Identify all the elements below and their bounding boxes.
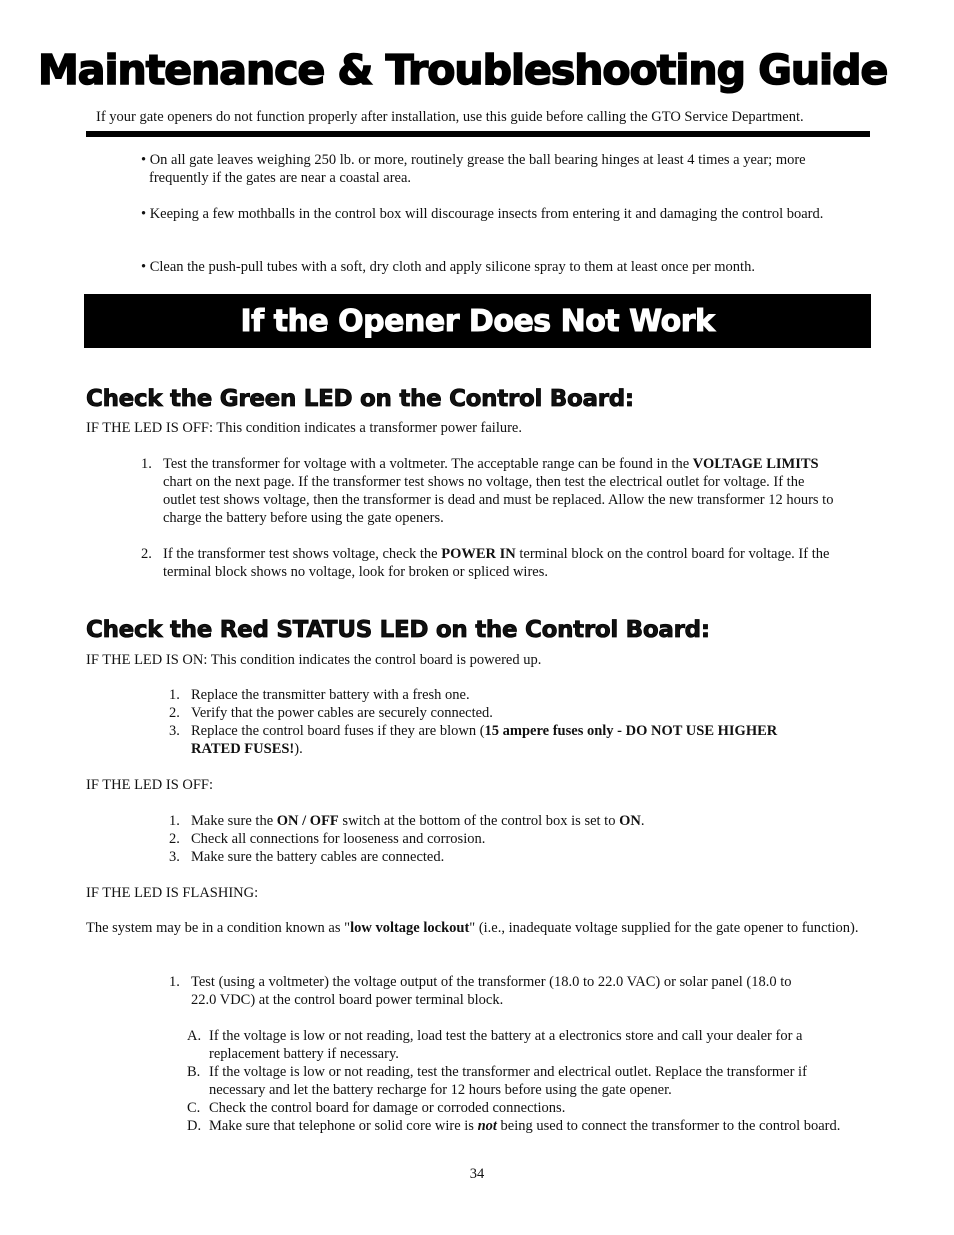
list-item: 3. Make sure the battery cables are connected. <box>169 849 445 865</box>
maintenance-tip: • On all gate leaves weighing 250 lb. or more, routinely grease the ball bearing hinges at least 4 times a year; more frequently if the gates are near a coastal area. <box>141 152 806 186</box>
page-number: 34 <box>469 1166 485 1182</box>
red-led-on-steps <box>169 686 779 758</box>
list-item: 1. Make sure the ON / OFF switch at the bottom of the control box is set to ON. <box>169 813 645 829</box>
maintenance-tip: • Clean the push-pull tubes with a soft, dry cloth and apply silicone spray to them at least once per month. <box>141 259 755 275</box>
list-item: B. If the voltage is low or not reading, test the transformer and electrical outlet. Replace the transformer if necessary and let the battery recharge for 12 hours before using the gate opener. <box>187 1064 807 1098</box>
red-led-flash-condition: IF THE LED IS FLASHING: <box>86 885 259 901</box>
green-led-heading: Check the Green LED on the Control Board: <box>86 386 634 412</box>
list-item: 1. Replace the transmitter battery with a fresh one. <box>169 687 470 703</box>
list-item: 2. If the transformer test shows voltage, check the POWER IN terminal block on the control board for voltage. If the terminal block shows no voltage, look for broken or spliced wires. <box>141 546 830 580</box>
list-item: 2. Verify that the power cables are securely connected. <box>169 705 493 721</box>
list-item: D. Make sure that telephone or solid core wire is not being used to connect the transformer to the control board. <box>187 1118 841 1134</box>
flash-intro: The system may be in a condition known as "low voltage lockout" (i.e., inadequate voltage supplied for the gate opener to function). <box>86 920 859 936</box>
title-rule <box>86 131 870 137</box>
page-title: Maintenance & Troubleshooting Guide <box>38 46 888 94</box>
green-led-condition: IF THE LED IS OFF: This condition indicates a transformer power failure. <box>86 420 522 436</box>
red-led-off-condition: IF THE LED IS OFF: <box>86 777 214 793</box>
red-led-heading: Check the Red STATUS LED on the Control Board: <box>86 617 710 643</box>
red-led-on-condition: IF THE LED IS ON: This condition indicates the control board is powered up. <box>86 652 542 668</box>
section-banner-label: If the Opener Does Not Work <box>240 303 715 339</box>
green-led-steps <box>141 455 841 581</box>
list-item: 3. Replace the control board fuses if they are blown (15 ampere fuses only - DO NOT USE HIGHER RATED FUSES!). <box>169 723 778 757</box>
section-banner <box>84 294 871 348</box>
intro-text: If your gate openers do not function properly after installation, use this guide before calling the GTO Service Department. <box>96 109 804 125</box>
list-item: 2. Check all connections for looseness and corrosion. <box>169 831 486 847</box>
maintenance-tip: • Keeping a few mothballs in the control box will discourage insects from entering it and damaging the control board. <box>141 206 824 222</box>
list-item: A. If the voltage is low or not reading, load test the battery at a electronics store and call your dealer for a replacement battery if necessary. <box>187 1028 803 1062</box>
red-led-off-steps <box>169 812 819 866</box>
flash-step <box>169 973 809 1009</box>
list-item: C. Check the control board for damage or corroded connections. <box>187 1100 566 1116</box>
flash-substeps <box>187 1027 859 1135</box>
list-item: 1. Test the transformer for voltage with a voltmeter. The acceptable range can be found in the VOLTAGE LIMITS chart on the next page. If the transformer test shows no voltage, then test the electrical outlet for voltage. If the outlet test shows voltage, then the transformer is dead and must be replaced. Allow the new transformer 12 hours to charge the battery before using the gate openers. <box>141 456 834 526</box>
list-item: 1. Test (using a voltmeter) the voltage output of the transformer (18.0 to 22.0 VAC) or solar panel (18.0 to 22.0 VDC) at the control board power terminal block. <box>169 974 792 1008</box>
